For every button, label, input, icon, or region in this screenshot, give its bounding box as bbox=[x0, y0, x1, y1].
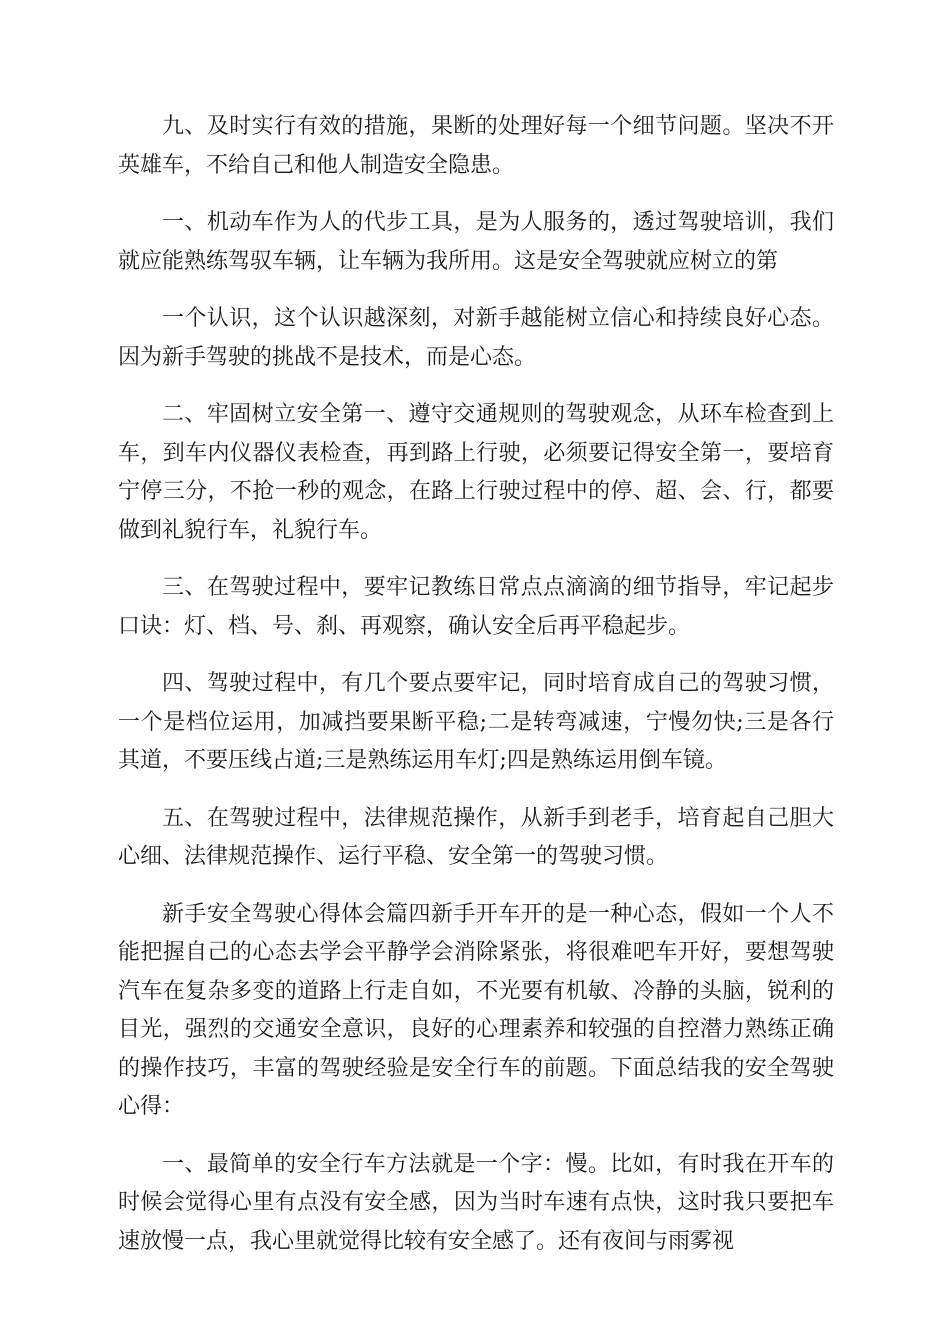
paragraph-part-four-mindset: 新手安全驾驶心得体会篇四新手开车开的是一种心态，假如一个人不能把握自己的心态去学会平静学会消除紧张，将很难吧车开好，要想驾驶汽车在复杂多变的道路上行走自如，不光要有机敏、冷静的头脑，锐利的目光，强烈的交通安全意识，良好的心理素养和较强的自控潜力熟练正确的操作技巧，丰富的驾驶经验是安全行车的前题。下面总结我的安全驾驶心得： bbox=[118, 901, 834, 1119]
paragraph-2-safety-first: 二、牢固树立安全第一、遵守交通规则的驾驶观念，从环车检查到上车，到车内仪器仪表检查，再到路上行驶，必须要记得安全第一，要培育宁停三分，不抢一秒的观念，在路上行驶过程中的停、超、会、行，都要做到礼貌行车，礼貌行车。 bbox=[118, 402, 834, 543]
paragraph-1-vehicle-tool: 一、机动车作为人的代步工具，是为人服务的，透过驾驶培训，我们就应能熟练驾驭车辆，让车辆为我所用。这是安全驾驶就应树立的第 bbox=[118, 210, 834, 274]
paragraph-9-measures: 九、及时实行有效的措施，果断的处理好每一个细节问题。坚决不开英雄车，不给自己和他人制造安全隐患。 bbox=[118, 114, 834, 178]
paragraph-3-coach-guidance: 三、在驾驶过程中，要牢记教练日常点点滴滴的细节指导，牢记起步口诀：灯、档、号、刹、再观察，确认安全后再平稳起步。 bbox=[118, 575, 834, 639]
paragraph-5-legal-operation: 五、在驾驶过程中，法律规范操作，从新手到老手，培育起自己胆大心细、法律规范操作、运行平稳、安全第一的驾驶习惯。 bbox=[118, 805, 834, 869]
paragraph-first-understanding: 一个认识，这个认识越深刻，对新手越能树立信心和持续良好心态。因为新手驾驶的挑战不是技术，而是心态。 bbox=[118, 306, 834, 370]
document-body bbox=[118, 108, 834, 1280]
paragraph-1-slow: 一、最简单的安全行车方法就是一个字：慢。比如，有时我在开车的时候会觉得心里有点没有安全感，因为当时车速有点快，这时我只要把车速放慢一点，我心里就觉得比较有安全感了。还有夜间与雨雾视 bbox=[118, 1151, 834, 1254]
paragraph-4-key-points: 四、驾驶过程中，有几个要点要牢记，同时培育成自己的驾驶习惯，一个是档位运用，加减挡要果断平稳;二是转弯减速，宁慢勿快;三是各行其道，不要压线占道;三是熟练运用车灯;四是熟练运用倒车镜。 bbox=[118, 671, 834, 773]
